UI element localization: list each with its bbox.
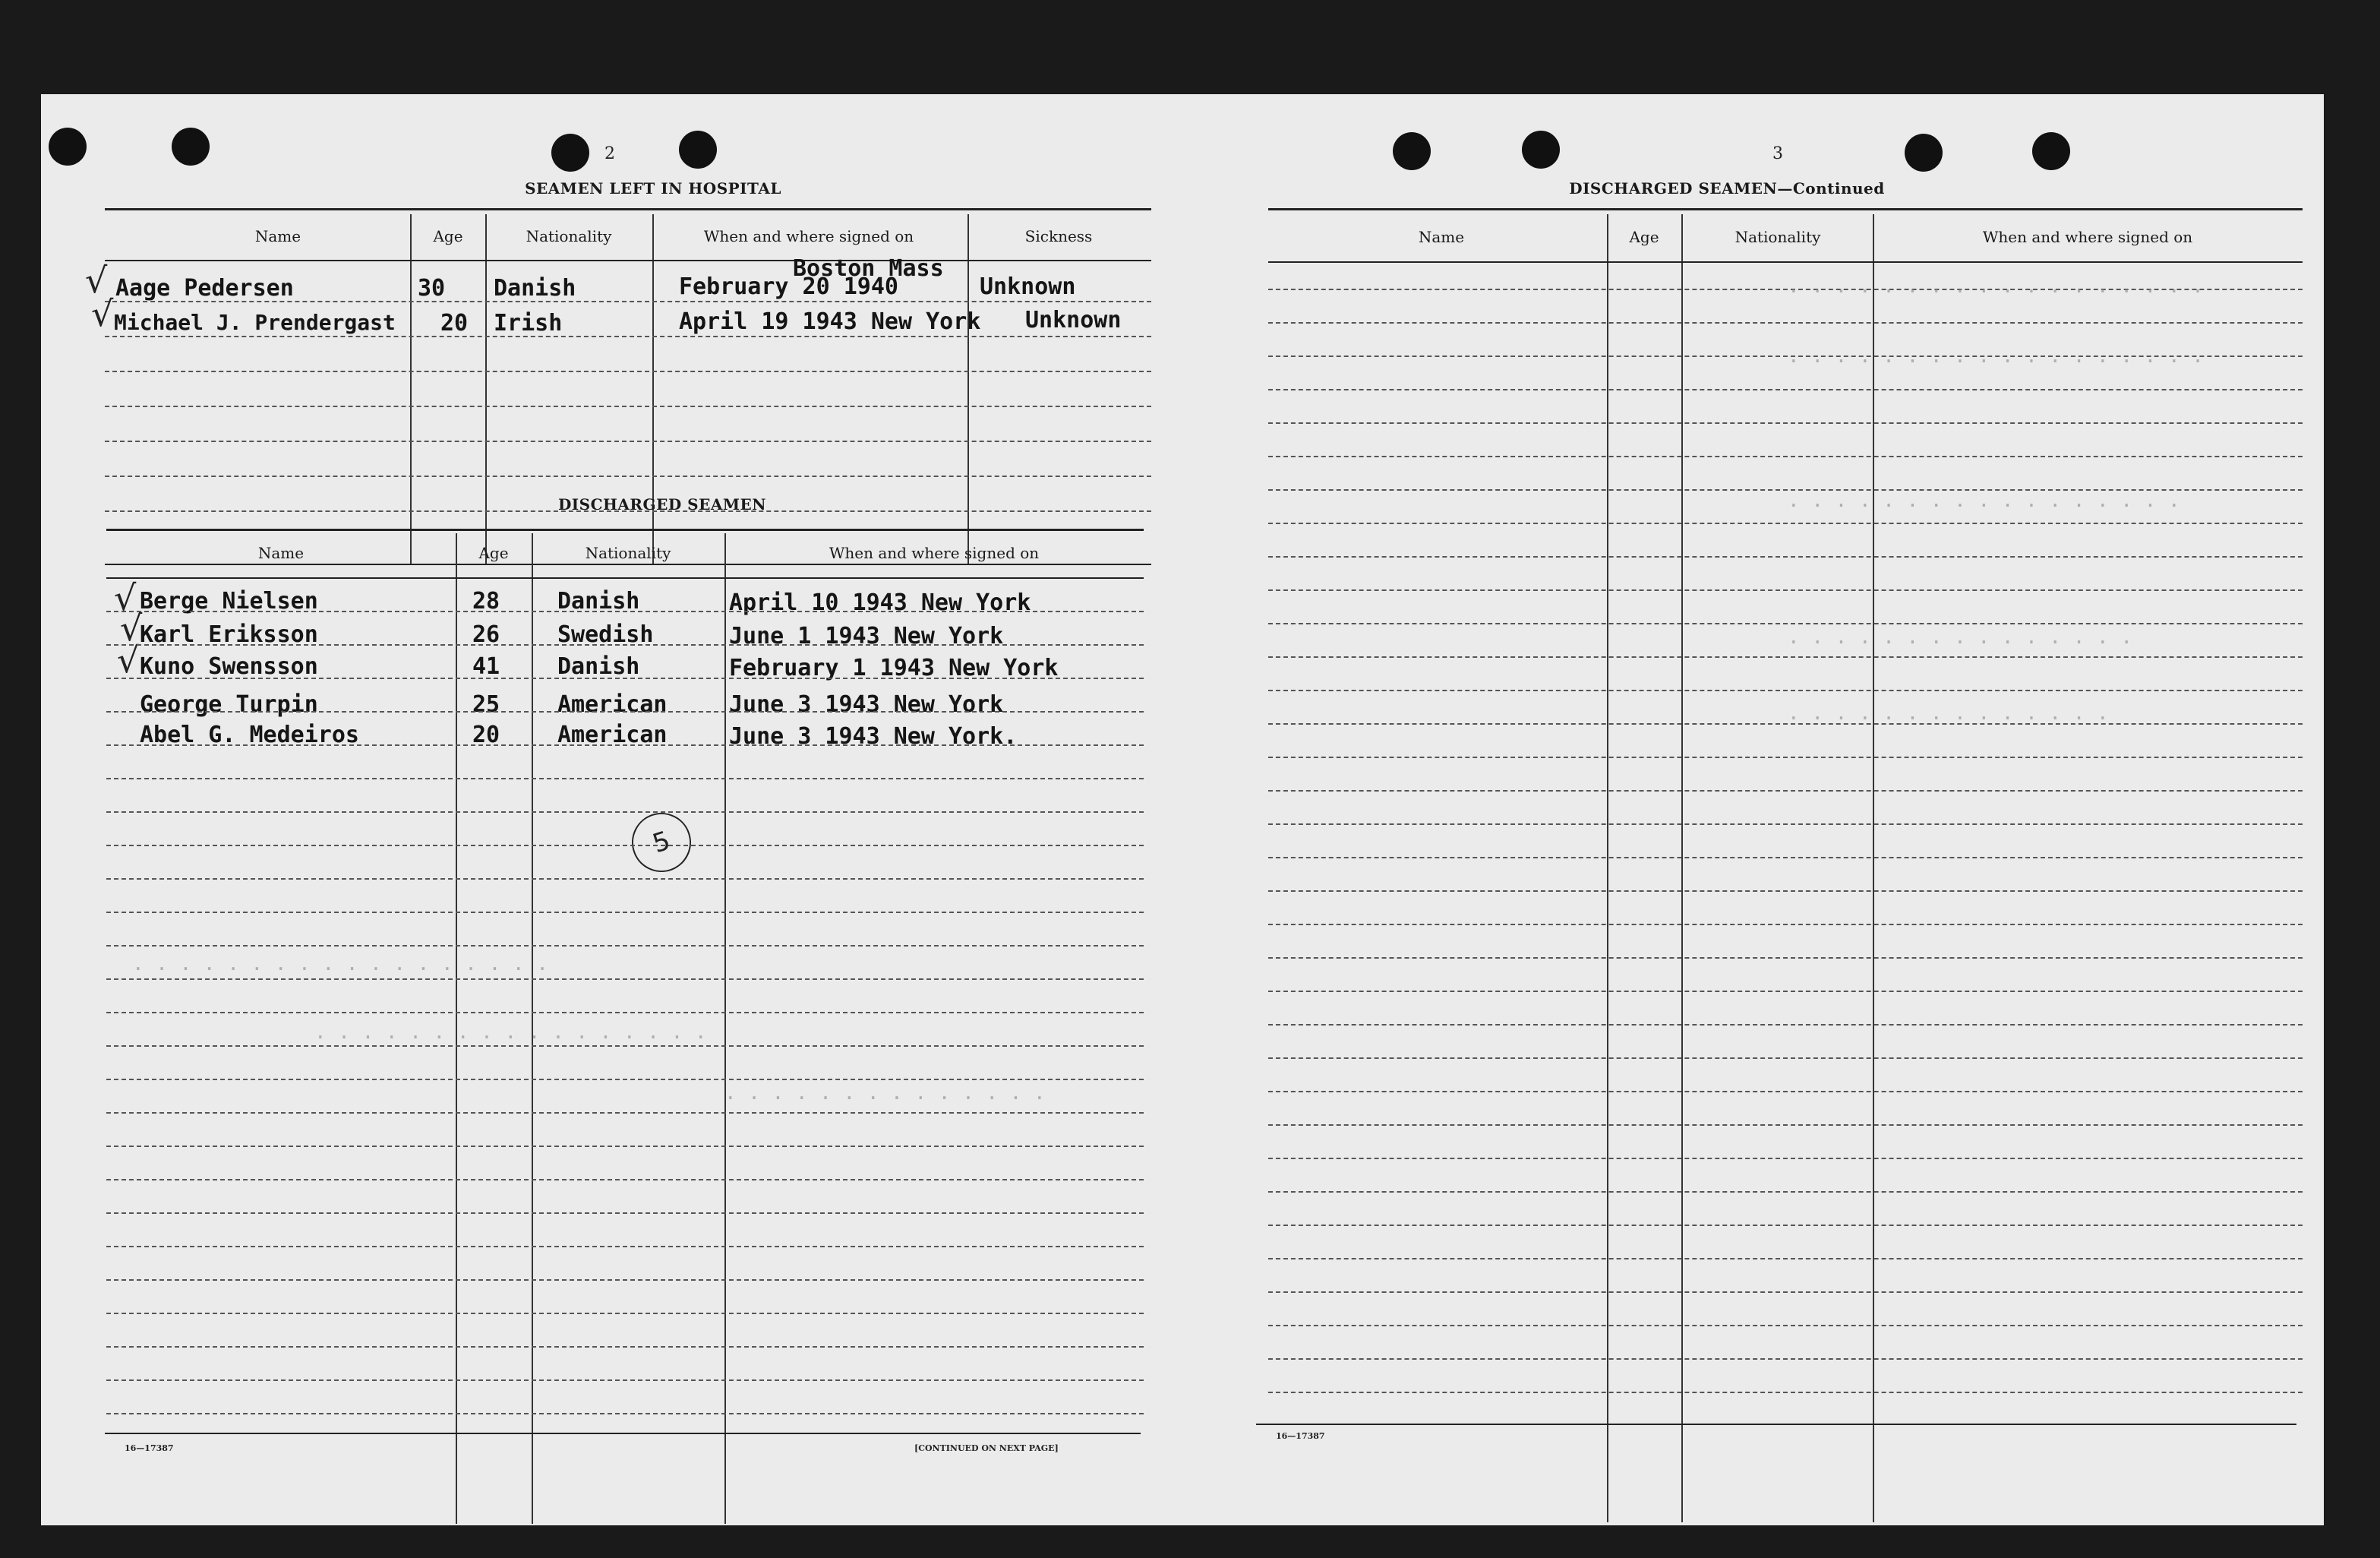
form-row-rule bbox=[1268, 1091, 2303, 1092]
bleed-through-text: . . . . . . . . . . . . . . . . . bbox=[314, 1021, 707, 1044]
form-row-rule bbox=[1268, 823, 2303, 825]
form-row-rule bbox=[106, 1346, 1144, 1348]
punch-hole bbox=[49, 128, 87, 166]
discharged-col-signed-on: When and where signed on bbox=[829, 544, 1040, 562]
form-row-rule bbox=[106, 778, 1144, 779]
form-row-rule bbox=[106, 1112, 1144, 1114]
hospital-row-age: 20 bbox=[440, 310, 469, 337]
discharged-row-signed-on: June 3 1943 New York. bbox=[729, 723, 1018, 750]
punch-hole bbox=[1393, 132, 1431, 170]
punch-hole bbox=[1905, 134, 1943, 172]
hospital-table-top-rule bbox=[105, 208, 1151, 210]
form-row-rule bbox=[106, 1079, 1144, 1080]
form-row-rule bbox=[106, 744, 1144, 746]
hospital-header-rule bbox=[105, 260, 1151, 261]
form-row-rule bbox=[1268, 957, 2303, 959]
form-row-rule bbox=[106, 711, 1144, 713]
form-row-rule bbox=[106, 1246, 1144, 1247]
right-col-nationality: Nationality bbox=[1734, 228, 1821, 246]
form-row-rule bbox=[1268, 456, 2303, 457]
form-row-rule bbox=[1268, 757, 2303, 758]
form-row-rule bbox=[1268, 623, 2303, 624]
form-row-rule bbox=[106, 1045, 1144, 1047]
discharged-row-nationality: Danish bbox=[557, 653, 640, 680]
form-row-rule bbox=[1268, 556, 2303, 558]
hospital-section-title: SEAMEN LEFT IN HOSPITAL bbox=[525, 179, 781, 198]
discharged-row-age: 25 bbox=[472, 691, 500, 718]
punch-hole bbox=[1522, 131, 1560, 169]
discharged-col-age: Age bbox=[478, 544, 509, 562]
checkmark: √ bbox=[120, 608, 143, 649]
form-row-rule bbox=[1268, 1057, 2303, 1059]
form-row-rule bbox=[106, 978, 1144, 980]
discharged-row-nationality: Danish bbox=[557, 588, 640, 615]
left-bottom-rule bbox=[105, 1433, 1141, 1434]
hospital-bottom-rule bbox=[105, 564, 1151, 565]
form-row-rule bbox=[1268, 690, 2303, 691]
form-row-rule bbox=[106, 611, 1144, 612]
form-row-rule bbox=[1268, 1392, 2303, 1393]
page-number-left: 2 bbox=[604, 144, 615, 163]
hospital-col-name: Name bbox=[254, 227, 301, 245]
discharged-divider bbox=[724, 533, 726, 1524]
right-header-rule bbox=[1268, 261, 2303, 263]
discharged-row-name: Kuno Swensson bbox=[140, 653, 318, 680]
form-number-left: 16—17387 bbox=[125, 1443, 174, 1453]
bleed-through-text: . . . . . . . . . . . . . . . . . bbox=[1788, 489, 2180, 512]
hospital-row-rule bbox=[105, 371, 1151, 372]
punch-hole bbox=[551, 134, 589, 172]
circled-count: 5 bbox=[624, 805, 699, 880]
hospital-row-signed-on: April 19 1943 New York bbox=[679, 308, 981, 335]
discharged-table-top-rule bbox=[106, 529, 1144, 531]
checkmark: √ bbox=[91, 293, 114, 334]
form-row-rule bbox=[1268, 1191, 2303, 1193]
hospital-col-age: Age bbox=[433, 227, 463, 245]
hospital-row-rule bbox=[105, 406, 1151, 407]
punch-hole bbox=[2032, 132, 2070, 170]
discharged-continued-title: DISCHARGED SEAMEN—Continued bbox=[1569, 179, 1885, 198]
hospital-row-signed-on-note: Boston Mass bbox=[793, 255, 944, 282]
form-row-rule bbox=[106, 1379, 1144, 1381]
bleed-through-text: . . . . . . . . . . . . . . . . . . bbox=[132, 953, 548, 975]
hospital-row-name: Aage Pedersen bbox=[115, 275, 294, 302]
discharged-row-signed-on: June 1 1943 New York bbox=[729, 623, 1004, 649]
hospital-row-sickness: Unknown bbox=[1025, 307, 1122, 333]
form-row-rule bbox=[1268, 1291, 2303, 1293]
bleed-through-text: . . . . . . . . . . . . . . . bbox=[1788, 626, 2132, 649]
hospital-row-nationality: Danish bbox=[494, 275, 576, 302]
hospital-col-signed-on: When and where signed on bbox=[703, 227, 914, 245]
form-row-rule bbox=[1268, 1358, 2303, 1360]
form-row-rule bbox=[1268, 389, 2303, 390]
discharged-row-nationality: Swedish bbox=[557, 621, 654, 648]
form-row-rule bbox=[1268, 322, 2303, 324]
form-row-rule bbox=[106, 644, 1144, 646]
hospital-row-signed-on: February 20 1940 bbox=[679, 273, 898, 300]
discharged-row-name: Karl Eriksson bbox=[140, 621, 318, 648]
page-number-right: 3 bbox=[1772, 144, 1783, 163]
form-row-rule bbox=[1268, 790, 2303, 792]
discharged-row-name: Abel G. Medeiros bbox=[140, 722, 359, 748]
hospital-row-name: Michael J. Prendergast bbox=[114, 310, 396, 335]
form-row-rule bbox=[106, 1146, 1144, 1147]
discharged-row-age: 20 bbox=[472, 722, 500, 748]
form-row-rule bbox=[1268, 1124, 2303, 1126]
form-row-rule bbox=[1268, 1024, 2303, 1025]
discharged-header-rule bbox=[106, 577, 1144, 579]
form-row-rule bbox=[106, 1313, 1144, 1314]
punch-hole bbox=[679, 131, 717, 169]
form-row-rule bbox=[1268, 890, 2303, 892]
form-row-rule bbox=[1268, 523, 2303, 524]
form-row-rule bbox=[1268, 656, 2303, 658]
discharged-col-name: Name bbox=[257, 544, 305, 562]
bleed-through-text: . . . . . . . . . . . . . . bbox=[1788, 702, 2109, 725]
form-number-right: 16—17387 bbox=[1276, 1431, 1325, 1441]
right-col-signed-on: When and where signed on bbox=[1982, 228, 2193, 246]
form-row-rule bbox=[1268, 1325, 2303, 1326]
hospital-divider bbox=[410, 214, 412, 565]
punch-hole bbox=[172, 128, 210, 166]
hospital-col-nationality: Nationality bbox=[526, 227, 612, 245]
checkmark: √ bbox=[114, 577, 137, 618]
discharged-row-signed-on: February 1 1943 New York bbox=[729, 655, 1059, 681]
document-sheet bbox=[41, 94, 2324, 1525]
discharged-row-age: 41 bbox=[472, 653, 500, 680]
form-row-rule bbox=[106, 1012, 1144, 1013]
form-row-rule bbox=[1268, 723, 2303, 725]
form-row-rule bbox=[106, 678, 1144, 679]
hospital-divider bbox=[967, 214, 969, 565]
form-row-rule bbox=[1268, 1158, 2303, 1159]
right-col-name: Name bbox=[1418, 228, 1465, 246]
right-col-age: Age bbox=[1629, 228, 1659, 246]
form-row-rule bbox=[1268, 924, 2303, 925]
form-row-rule bbox=[1268, 422, 2303, 424]
hospital-row-age: 30 bbox=[418, 275, 446, 302]
form-row-rule bbox=[106, 811, 1144, 813]
form-row-rule bbox=[106, 878, 1144, 880]
form-row-rule bbox=[106, 1212, 1144, 1214]
checkmark: √ bbox=[85, 260, 108, 301]
hospital-row-rule bbox=[105, 441, 1151, 442]
form-row-rule bbox=[1268, 991, 2303, 992]
form-row-rule bbox=[106, 945, 1144, 946]
right-table-top-rule bbox=[1268, 208, 2303, 210]
discharged-row-nationality: American bbox=[557, 722, 668, 748]
hospital-col-sickness: Sickness bbox=[1024, 227, 1093, 245]
bleed-through-text: . . . . . . . . . . . . . . bbox=[724, 1082, 1046, 1105]
discharged-row-signed-on: April 10 1943 New York bbox=[729, 589, 1031, 616]
form-row-rule bbox=[106, 912, 1144, 913]
discharged-col-nationality: Nationality bbox=[585, 544, 671, 562]
discharged-row-nationality: American bbox=[557, 691, 668, 718]
hospital-row-rule bbox=[105, 336, 1151, 337]
discharged-row-age: 28 bbox=[472, 588, 500, 615]
discharged-row-age: 26 bbox=[472, 621, 500, 648]
discharged-row-name: George Turpin bbox=[140, 691, 318, 718]
form-row-rule bbox=[1268, 1258, 2303, 1259]
discharged-row-name: Berge Nielsen bbox=[140, 588, 318, 615]
form-row-rule bbox=[1268, 589, 2303, 591]
checkmark: √ bbox=[117, 640, 140, 681]
hospital-row-sickness: Unknown bbox=[980, 273, 1076, 300]
form-row-rule bbox=[1268, 857, 2303, 858]
discharged-row-signed-on: June 3 1943 New York bbox=[729, 691, 1004, 718]
form-row-rule bbox=[106, 1179, 1144, 1180]
bleed-through-text: . . . . . . . . . . . . . . . . . . bbox=[1788, 275, 2204, 298]
right-bottom-rule bbox=[1256, 1424, 2296, 1425]
form-row-rule bbox=[106, 1279, 1144, 1281]
continued-note: [CONTINUED ON NEXT PAGE] bbox=[914, 1443, 1059, 1453]
discharged-section-title: DISCHARGED SEAMEN bbox=[557, 495, 767, 514]
form-row-rule bbox=[1268, 1225, 2303, 1226]
hospital-row-rule bbox=[105, 476, 1151, 477]
form-row-rule bbox=[106, 845, 1144, 846]
bleed-through-text: . . . . . . . . . . . . . . . . . . bbox=[1788, 345, 2204, 368]
form-row-rule bbox=[106, 1413, 1144, 1414]
hospital-row-nationality: Irish bbox=[494, 310, 563, 337]
